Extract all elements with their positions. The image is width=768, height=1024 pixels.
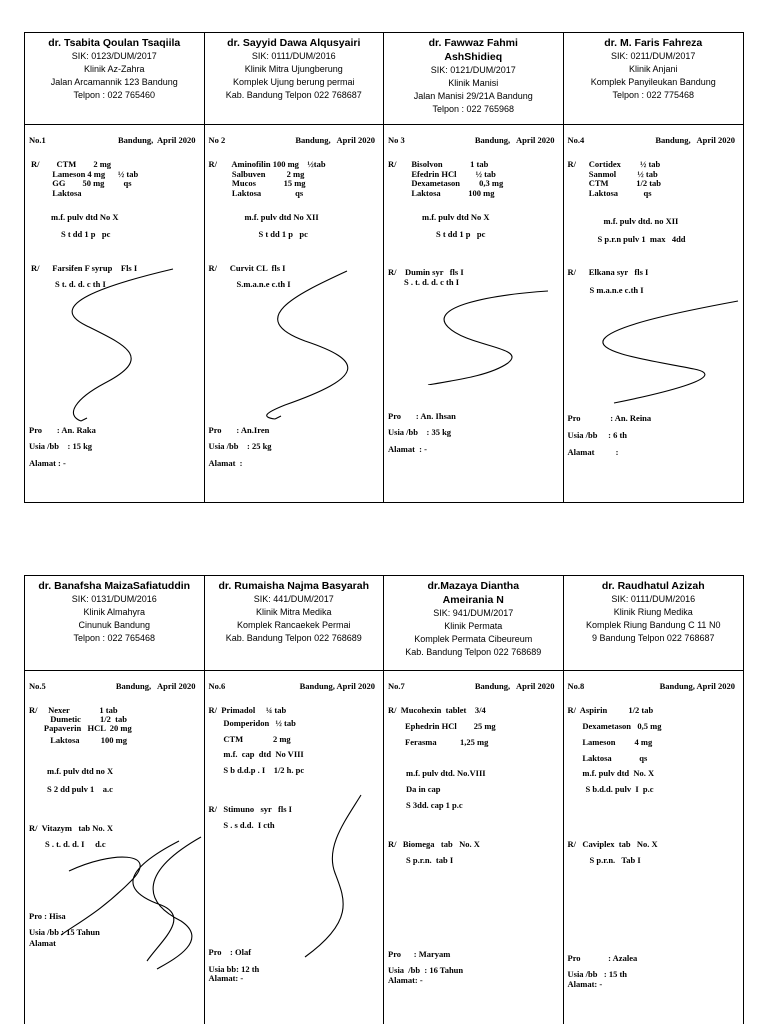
prescription-line: S.m.a.n.e c.th I xyxy=(236,279,291,289)
signature-stroke xyxy=(602,301,737,403)
prescription-line: Laktosa qs xyxy=(567,753,648,763)
prescription-line: Laktosa qs xyxy=(567,188,652,198)
prescription-card xyxy=(564,33,744,502)
clinic-info-line: Kab. Bandung Telpon 022 768689 xyxy=(225,633,362,643)
prescription-card xyxy=(205,576,385,1024)
patient-info-line: Usia /bb : 16 Tahun xyxy=(388,965,464,975)
clinic-info-line: SIK: 941/DUM/2017 xyxy=(433,608,514,618)
prescription-row-bottom xyxy=(24,575,744,1024)
prescription-card xyxy=(564,576,744,1024)
prescription-line: S m.a.n.e c.th I xyxy=(589,285,644,295)
patient-info-line: Pro : An.Iren xyxy=(208,425,270,435)
prescription-line: R/ Curvit CL fls I xyxy=(208,263,286,273)
prescription-date: Bandung, April 2020 xyxy=(299,681,375,691)
patient-info-line: Usia /bb : 15 Tahun xyxy=(29,927,100,937)
clinic-info-line: SIK: 441/DUM/2017 xyxy=(253,594,334,604)
prescription-line: R/ Aminofilin 100 mg ½tab xyxy=(208,159,326,169)
patient-info-line: Pro : Olaf xyxy=(208,947,252,957)
prescription-line: R/ Primadol ¼ tab xyxy=(208,705,287,715)
clinic-info-line: Telpon : 022 765468 xyxy=(73,633,156,643)
signature-scribble xyxy=(408,285,558,385)
signature-scribble xyxy=(594,295,744,405)
prescription-line: S p.r.n. Tab I xyxy=(589,855,641,865)
doctor-name: dr. Banafsha MaizaSafiatuddin xyxy=(38,580,191,592)
signature-stroke xyxy=(266,271,347,419)
prescription-line: CTM 1/2 tab xyxy=(567,178,661,188)
prescription-line: Laktosa qs xyxy=(208,188,304,198)
prescription-line: GG 50 mg qs xyxy=(31,178,132,188)
patient-info-line: Alamat: - xyxy=(388,975,423,985)
clinic-info-line: SIK: 0121/DUM/2017 xyxy=(430,65,516,75)
card-header xyxy=(564,576,744,671)
prescription-date: Bandung, April 2020 xyxy=(295,135,375,145)
prescription-line: m.f. pulv dtd. no XII xyxy=(603,216,679,226)
prescription-line: m.f. pulv dtd no X xyxy=(47,766,114,776)
prescription-number: No.6 xyxy=(208,681,226,691)
patient-info-line: Usia bb: 12 th xyxy=(208,964,260,974)
prescription-line: R/ Cortidex ½ tab xyxy=(567,159,661,169)
doctor-name: Ameirania N xyxy=(442,594,504,606)
clinic-info-line: Klinik Manisi xyxy=(448,78,499,88)
prescription-line: R/ Bisolvon 1 tab xyxy=(388,159,489,169)
prescription-line: m.f. pulv dtd. No.VIII xyxy=(406,768,486,778)
prescription-date: Bandung, April 2020 xyxy=(474,681,555,691)
clinic-info-line: Klinik Az-Zahra xyxy=(83,64,145,74)
prescription-body xyxy=(25,671,204,1024)
prescription-line: Laktosa 100 mg xyxy=(29,735,127,745)
prescription-date: Bandung, April 2020 xyxy=(659,681,735,691)
prescription-date: Bandung, April 2020 xyxy=(115,681,196,691)
prescription-line: S t dd 1 p pc xyxy=(61,229,111,239)
signature-stroke xyxy=(428,291,548,385)
card-header xyxy=(205,33,384,125)
clinic-info-line: Kab. Bandung Telpon 022 768689 xyxy=(405,647,542,657)
prescription-number: No.8 xyxy=(567,681,585,691)
prescription-line: R/ Elkana syr fls I xyxy=(567,267,649,277)
doctor-name: dr. Tsabita Qoulan Tsaqiila xyxy=(48,37,181,49)
prescription-line: Da in cap xyxy=(406,784,441,794)
card-header xyxy=(564,33,744,125)
card-header xyxy=(25,33,204,125)
prescription-number: No.1 xyxy=(29,135,46,145)
clinic-info-line: Komplek Ujung berung permai xyxy=(232,77,355,87)
doctor-name: dr. Fawwaz Fahmi xyxy=(428,37,518,49)
signature-stroke xyxy=(72,269,173,421)
prescription-line: Lameson 4 mg ½ tab xyxy=(31,169,139,179)
card-header xyxy=(25,576,204,671)
prescription-line: Salbuven 2 mg xyxy=(208,169,305,179)
clinic-info-line: SIK: 0111/DUM/2016 xyxy=(611,594,696,604)
clinic-info-line: Komplek Riung Bandung C 11 N0 xyxy=(586,620,721,630)
prescription-line: R/ Vitazym tab No. X xyxy=(29,823,114,833)
prescription-body xyxy=(384,125,563,502)
clinic-info-line: Klinik Riung Medika xyxy=(613,607,693,617)
patient-info-line: Usia /bb : 35 kg xyxy=(388,427,452,437)
doctor-name: AshShidieq xyxy=(444,51,503,63)
prescription-card xyxy=(384,33,564,502)
prescription-line: S t dd 1 p pc xyxy=(258,229,308,239)
prescription-line: R/ Nexer 1 tab xyxy=(29,705,118,715)
prescription-body xyxy=(564,671,744,1024)
prescription-line: Dexametason 0,3 mg xyxy=(388,178,504,188)
clinic-info-line: Klinik Permata xyxy=(444,621,503,631)
prescription-line: m.f. pulv dtd No. X xyxy=(567,768,655,778)
clinic-info-line: SIK: 0211/DUM/2017 xyxy=(611,51,696,61)
prescription-line: Ferasma 1,25 mg xyxy=(388,737,489,747)
patient-info-line: Alamat : - xyxy=(29,458,66,468)
card-header xyxy=(384,33,563,125)
prescription-line: m.f. cap dtd No VIII xyxy=(208,749,304,759)
prescription-line: Domperidon ½ tab xyxy=(208,718,296,728)
patient-info-line: Usia /bb : 25 kg xyxy=(208,441,272,451)
prescription-line: S . s d.d. I cth xyxy=(208,820,275,830)
prescription-date: Bandung, April 2020 xyxy=(118,135,196,145)
prescription-line: Mucos 15 mg xyxy=(208,178,306,188)
prescription-line: S 2 dd pulv 1 a.c xyxy=(47,784,113,794)
patient-info-line: Alamat : xyxy=(208,458,243,468)
prescription-line: R/ Stimuno syr fls I xyxy=(208,804,292,814)
patient-info-line: Alamat: - xyxy=(208,973,244,983)
doctor-name: dr. M. Faris Fahreza xyxy=(604,37,703,49)
clinic-info-line: SIK: 0111/DUM/2016 xyxy=(251,51,336,61)
prescription-line: S b d.d.p . I 1/2 h. pc xyxy=(208,765,305,775)
prescription-line: Dexametason 0,5 mg xyxy=(567,721,662,731)
prescription-line: S t. d. d. c th I xyxy=(55,279,106,289)
patient-info-line: Pro : Azalea xyxy=(567,953,638,963)
prescription-row-top xyxy=(24,32,744,503)
clinic-info-line: Klinik Almahyra xyxy=(83,607,146,617)
prescription-line: R/ Dumin syr fls I xyxy=(388,267,464,277)
prescription-line: m.f. pulv dtd No X xyxy=(422,212,490,222)
prescription-body xyxy=(564,125,744,502)
doctor-name: dr. Raudhatul Azizah xyxy=(601,580,705,592)
prescription-number: No 3 xyxy=(388,135,405,145)
prescription-line: Dumetic 1/2 tab xyxy=(29,714,127,724)
clinic-info-line: Telpon : 022 765460 xyxy=(73,90,156,100)
clinic-info-line: Jalan Manisi 29/21A Bandung xyxy=(413,91,533,101)
prescription-line: Ephedrin HCl 25 mg xyxy=(388,721,496,731)
prescription-line: R/ Caviplex tab No. X xyxy=(567,839,658,849)
prescription-body xyxy=(25,125,204,502)
clinic-info-line: Komplek Rancaekek Permai xyxy=(236,620,351,630)
patient-info-line: Pro : An. Reina xyxy=(567,413,652,423)
prescription-card xyxy=(25,33,205,502)
prescription-date: Bandung, April 2020 xyxy=(474,135,555,145)
prescription-line: S 3dd. cap 1 p.c xyxy=(406,800,463,810)
prescription-line: S . t. d. d. c th I xyxy=(404,277,460,287)
prescription-line: S b.d.d. pulv I p.c xyxy=(585,784,654,794)
clinic-info-line: Komplek Permata Cibeureum xyxy=(414,634,533,644)
prescription-line: CTM 2 mg xyxy=(208,734,291,744)
prescription-line: Laktosa xyxy=(31,188,82,198)
doctor-name: dr.Mazaya Diantha xyxy=(427,580,520,592)
clinic-info-line: Komplek Panyileukan Bandung xyxy=(590,77,716,87)
doctor-name: dr. Rumaisha Najma Basyarah xyxy=(218,580,370,592)
clinic-info-line: Klinik Anjani xyxy=(628,64,678,74)
patient-info-line: Usia /bb : 15 th xyxy=(567,969,628,979)
clinic-info-line: Cinunuk Bandung xyxy=(78,620,151,630)
prescription-line: Laktosa 100 mg xyxy=(388,188,495,198)
prescription-line: Sanmol ½ tab xyxy=(567,169,658,179)
clinic-info-line: SIK: 0123/DUM/2017 xyxy=(71,51,157,61)
prescription-line: R/ CTM 2 mg xyxy=(31,159,112,169)
clinic-info-line: Telpon : 022 765968 xyxy=(432,104,515,114)
prescription-line: m.f. pulv dtd No X xyxy=(51,212,119,222)
patient-info-line: Pro : Hisa xyxy=(29,911,66,921)
prescription-line: Papaverin HCL 20 mg xyxy=(29,723,132,733)
clinic-info-line: Telpon : 022 775468 xyxy=(612,90,695,100)
patient-info-line: Pro : An. Raka xyxy=(29,425,96,435)
card-header xyxy=(384,576,563,671)
patient-info-line: Alamat : - xyxy=(388,444,427,454)
prescription-line: R/ Biomega tab No. X xyxy=(388,839,480,849)
prescription-line: R/ Mucohexin tablet 3/4 xyxy=(388,705,486,715)
prescription-line: S t dd 1 p pc xyxy=(436,229,486,239)
prescription-number: No 2 xyxy=(208,135,226,145)
prescription-card xyxy=(384,576,564,1024)
patient-info-line: Pro : An. Ihsan xyxy=(388,411,456,421)
clinic-info-line: SIK: 0131/DUM/2016 xyxy=(71,594,157,604)
signature-scribble xyxy=(235,265,385,425)
prescription-line: R/ Aspirin 1/2 tab xyxy=(567,705,654,715)
patient-info-line: Usia /bb : 6 th xyxy=(567,430,628,440)
patient-info-line: Usia /bb : 15 kg xyxy=(29,441,93,451)
prescription-number: No.5 xyxy=(29,681,46,691)
clinic-info-line: Klinik Mitra Medika xyxy=(255,607,332,617)
patient-info-line: Alamat : xyxy=(567,447,619,457)
patient-info-line: Alamat: - xyxy=(567,979,603,989)
prescription-number: No.4 xyxy=(567,135,585,145)
clinic-info-line: Jalan Arcamannik 123 Bandung xyxy=(50,77,178,87)
prescription-number: No.7 xyxy=(388,681,405,691)
clinic-info-line: Kab. Bandung Telpon 022 768687 xyxy=(225,90,362,100)
signature-stroke xyxy=(61,837,201,969)
clinic-info-line: Klinik Mitra Ujungberung xyxy=(244,64,343,74)
prescription-card xyxy=(25,576,205,1024)
prescription-card xyxy=(205,33,385,502)
prescription-line: R/ Farsifen F syrup Fls I xyxy=(31,263,138,273)
signature-stroke xyxy=(305,795,361,957)
prescription-line: S p.r.n pulv 1 max 4dd xyxy=(597,234,686,244)
prescription-line: Lameson 4 mg xyxy=(567,737,653,747)
signature-scribble xyxy=(285,791,365,961)
prescription-line: m.f. pulv dtd No XII xyxy=(244,212,319,222)
card-header xyxy=(205,576,384,671)
patient-info-line: Alamat xyxy=(29,938,56,948)
signature-scribble xyxy=(41,831,205,971)
prescription-body xyxy=(205,671,384,1024)
clinic-info-line: 9 Bandung Telpon 022 768687 xyxy=(592,633,715,643)
prescription-body xyxy=(205,125,384,502)
prescription-line: Efedrin HCl ½ tab xyxy=(388,169,496,179)
prescription-date: Bandung, April 2020 xyxy=(655,135,735,145)
prescription-line: S . t. d. d. I d.c xyxy=(45,839,106,849)
doctor-name: dr. Sayyid Dawa Alqusyairi xyxy=(227,37,361,49)
prescription-body xyxy=(384,671,563,1024)
patient-info-line: Pro : Maryam xyxy=(388,949,451,959)
signature-scribble xyxy=(45,265,175,425)
prescription-line: S p.r.n. tab I xyxy=(406,855,454,865)
